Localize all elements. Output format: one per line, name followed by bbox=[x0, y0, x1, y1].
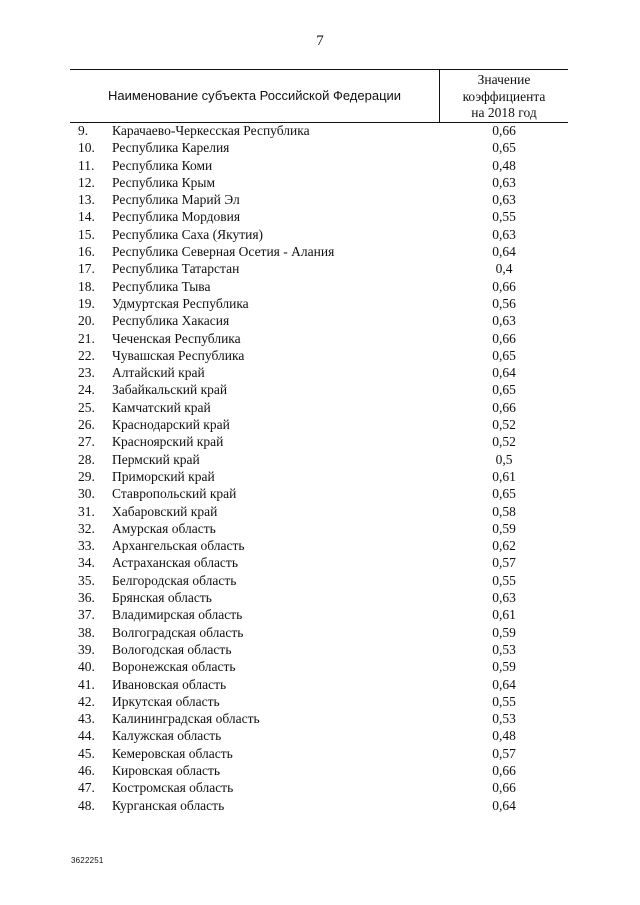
coefficient-value: 0,63 bbox=[492, 226, 516, 242]
table-row bbox=[0, 364, 640, 381]
coefficient-value: 0,52 bbox=[492, 417, 516, 433]
region-name: Республика Саха (Якутия) bbox=[112, 226, 264, 242]
table-row bbox=[0, 347, 640, 364]
table-row bbox=[0, 278, 640, 295]
row-number: 20. bbox=[78, 313, 95, 329]
row-number: 44. bbox=[78, 728, 95, 744]
coefficient-value: 0,64 bbox=[492, 797, 516, 813]
row-number: 25. bbox=[78, 399, 95, 415]
region-name: Ставропольский край bbox=[112, 486, 237, 502]
row-number: 32. bbox=[78, 520, 95, 536]
table-row bbox=[0, 468, 640, 485]
region-name: Республика Северная Осетия - Алания bbox=[112, 244, 335, 260]
row-number: 10. bbox=[78, 140, 95, 156]
row-number: 28. bbox=[78, 451, 95, 467]
table-row bbox=[0, 693, 640, 710]
table-row bbox=[0, 381, 640, 398]
coefficient-value: 0,66 bbox=[492, 330, 516, 346]
region-name: Республика Марий Эл bbox=[112, 192, 240, 208]
table-header bbox=[70, 70, 568, 123]
region-name: Республика Карелия bbox=[112, 140, 230, 156]
row-number: 34. bbox=[78, 555, 95, 571]
region-name: Республика Тыва bbox=[112, 278, 211, 294]
row-number: 46. bbox=[78, 762, 95, 778]
table-row bbox=[0, 330, 640, 347]
coefficient-value: 0,61 bbox=[492, 607, 516, 623]
coefficient-value: 0,52 bbox=[492, 434, 516, 450]
coefficient-value: 0,59 bbox=[492, 624, 516, 640]
table-row bbox=[0, 797, 640, 814]
coefficient-value: 0,66 bbox=[492, 123, 516, 138]
table-row bbox=[0, 260, 640, 277]
region-name: Удмуртская Республика bbox=[112, 295, 249, 311]
coefficient-value: 0,63 bbox=[492, 192, 516, 208]
region-name: Брянская область bbox=[112, 590, 212, 606]
table-row bbox=[0, 710, 640, 727]
coefficient-value: 0,66 bbox=[492, 762, 516, 778]
table-row bbox=[0, 641, 640, 658]
row-number: 15. bbox=[78, 226, 95, 242]
region-name: Ивановская область bbox=[112, 676, 227, 692]
document-code: 3622251 bbox=[71, 856, 104, 865]
coefficient-value: 0,5 bbox=[495, 451, 513, 467]
region-name: Калужская область bbox=[112, 728, 222, 744]
row-number: 45. bbox=[78, 745, 95, 761]
row-number: 27. bbox=[78, 434, 95, 450]
coefficient-value: 0,65 bbox=[492, 347, 516, 363]
region-name: Забайкальский край bbox=[112, 382, 228, 398]
table-row bbox=[0, 624, 640, 641]
region-name: Воронежская область bbox=[112, 659, 236, 675]
table-row bbox=[0, 554, 640, 571]
coefficient-value: 0,64 bbox=[492, 676, 516, 692]
coefficient-value: 0,48 bbox=[492, 157, 516, 173]
coefficient-value: 0,55 bbox=[492, 693, 516, 709]
row-number: 14. bbox=[78, 209, 95, 225]
coefficient-value: 0,58 bbox=[492, 503, 516, 519]
column-header-region-name: Наименование субъекта Российской Федерации bbox=[107, 88, 402, 103]
region-name: Курганская область bbox=[112, 797, 225, 813]
coefficient-value: 0,59 bbox=[492, 659, 516, 675]
coefficient-value: 0,62 bbox=[492, 538, 516, 554]
row-number: 13. bbox=[78, 192, 95, 208]
table-row bbox=[0, 433, 640, 450]
coefficient-value: 0,53 bbox=[492, 711, 516, 727]
table-row bbox=[0, 727, 640, 744]
coefficient-value: 0,66 bbox=[492, 399, 516, 415]
region-name: Республика Мордовия bbox=[112, 209, 241, 225]
table-row bbox=[0, 451, 640, 468]
table-row bbox=[0, 745, 640, 762]
row-number: 17. bbox=[78, 261, 95, 277]
table-row bbox=[0, 174, 640, 191]
region-name: Республика Крым bbox=[112, 174, 216, 190]
column-header-coefficient-line: коэффициента bbox=[462, 88, 546, 104]
region-name: Астраханская область bbox=[112, 555, 238, 571]
row-number: 41. bbox=[78, 676, 95, 692]
coefficient-value: 0,48 bbox=[492, 728, 516, 744]
table-row bbox=[0, 503, 640, 520]
region-name: Чувашская Республика bbox=[112, 347, 245, 363]
table-row bbox=[0, 208, 640, 225]
region-name: Камчатский край bbox=[112, 399, 211, 415]
table-row bbox=[0, 122, 640, 139]
coefficient-value: 0,64 bbox=[492, 244, 516, 260]
row-number: 16. bbox=[78, 244, 95, 260]
coefficient-value: 0,65 bbox=[492, 140, 516, 156]
coefficient-value: 0,66 bbox=[492, 278, 516, 294]
row-number: 39. bbox=[78, 641, 95, 657]
region-name: Чеченская Республика bbox=[112, 330, 241, 346]
region-name: Архангельская область bbox=[112, 538, 245, 554]
coefficient-value: 0,55 bbox=[492, 572, 516, 588]
table-row bbox=[0, 416, 640, 433]
region-name: Амурская область bbox=[112, 520, 216, 536]
row-number: 47. bbox=[78, 780, 95, 796]
row-number: 42. bbox=[78, 693, 95, 709]
region-name: Вологодская область bbox=[112, 641, 232, 657]
coefficient-value: 0,59 bbox=[492, 520, 516, 536]
row-number: 26. bbox=[78, 417, 95, 433]
coefficient-value: 0,63 bbox=[492, 590, 516, 606]
row-number: 31. bbox=[78, 503, 95, 519]
row-number: 22. bbox=[78, 347, 95, 363]
region-name: Карачаево-Черкесская Республика bbox=[112, 123, 310, 138]
column-header-coefficient-line: Значение bbox=[477, 72, 531, 87]
region-name: Пермский край bbox=[112, 451, 200, 467]
region-name: Приморский край bbox=[112, 468, 215, 484]
table-body bbox=[0, 122, 640, 814]
coefficient-value: 0,64 bbox=[492, 365, 516, 381]
coefficient-value: 0,61 bbox=[492, 468, 516, 484]
region-name: Владимирская область bbox=[112, 607, 243, 623]
table-row bbox=[0, 762, 640, 779]
table-row bbox=[0, 606, 640, 623]
region-name: Костромская область bbox=[112, 780, 234, 796]
region-name: Кировская область bbox=[112, 762, 221, 778]
row-number: 37. bbox=[78, 607, 95, 623]
row-number: 24. bbox=[78, 382, 95, 398]
region-name: Белгородская область bbox=[112, 572, 237, 588]
region-name: Иркутская область bbox=[112, 693, 220, 709]
column-header-coefficient bbox=[440, 72, 568, 122]
coefficient-value: 0,53 bbox=[492, 641, 516, 657]
region-name: Краснодарский край bbox=[112, 417, 230, 433]
table-row bbox=[0, 589, 640, 606]
table-row bbox=[0, 779, 640, 796]
region-name: Волгоградская область bbox=[112, 624, 244, 640]
row-number: 21. bbox=[78, 330, 95, 346]
coefficient-value: 0,4 bbox=[495, 261, 513, 277]
region-name: Республика Коми bbox=[112, 157, 213, 173]
region-name: Республика Татарстан bbox=[112, 261, 240, 277]
region-name: Калининградская область bbox=[112, 711, 260, 727]
coefficient-value: 0,57 bbox=[492, 745, 516, 761]
coefficient-value: 0,57 bbox=[492, 555, 516, 571]
row-number: 48. bbox=[78, 797, 95, 813]
coefficient-value: 0,56 bbox=[492, 295, 516, 311]
table-row bbox=[0, 139, 640, 156]
table-row bbox=[0, 537, 640, 554]
table-row bbox=[0, 295, 640, 312]
table-row bbox=[0, 658, 640, 675]
coefficient-value: 0,65 bbox=[492, 486, 516, 502]
coefficient-value: 0,55 bbox=[492, 209, 516, 225]
region-name: Республика Хакасия bbox=[112, 313, 230, 329]
row-number: 36. bbox=[78, 590, 95, 606]
row-number: 11. bbox=[78, 157, 95, 173]
page-number: 7 bbox=[316, 33, 324, 49]
coefficient-value: 0,63 bbox=[492, 174, 516, 190]
table-row bbox=[0, 312, 640, 329]
row-number: 35. bbox=[78, 572, 95, 588]
table-row bbox=[0, 520, 640, 537]
row-number: 18. bbox=[78, 278, 95, 294]
row-number: 40. bbox=[78, 659, 95, 675]
row-number: 43. bbox=[78, 711, 95, 727]
row-number: 33. bbox=[78, 538, 95, 554]
region-name: Алтайский край bbox=[112, 365, 205, 381]
table-row bbox=[0, 243, 640, 260]
table-row bbox=[0, 191, 640, 208]
region-name: Красноярский край bbox=[112, 434, 224, 450]
row-number: 9. bbox=[78, 123, 89, 138]
table-row bbox=[0, 676, 640, 693]
row-number: 30. bbox=[78, 486, 95, 502]
table-row bbox=[0, 399, 640, 416]
coefficient-value: 0,65 bbox=[492, 382, 516, 398]
row-number: 29. bbox=[78, 468, 95, 484]
table-row bbox=[0, 572, 640, 589]
table-row bbox=[0, 485, 640, 502]
table-row bbox=[0, 226, 640, 243]
coefficient-value: 0,63 bbox=[492, 313, 516, 329]
region-name: Хабаровский край bbox=[112, 503, 218, 519]
table-row bbox=[0, 157, 640, 174]
column-header-coefficient-line: на 2018 год bbox=[471, 105, 537, 120]
region-name: Кемеровская область bbox=[112, 745, 233, 761]
coefficient-value: 0,66 bbox=[492, 780, 516, 796]
row-number: 23. bbox=[78, 365, 95, 381]
row-number: 38. bbox=[78, 624, 95, 640]
row-number: 12. bbox=[78, 174, 95, 190]
row-number: 19. bbox=[78, 295, 95, 311]
